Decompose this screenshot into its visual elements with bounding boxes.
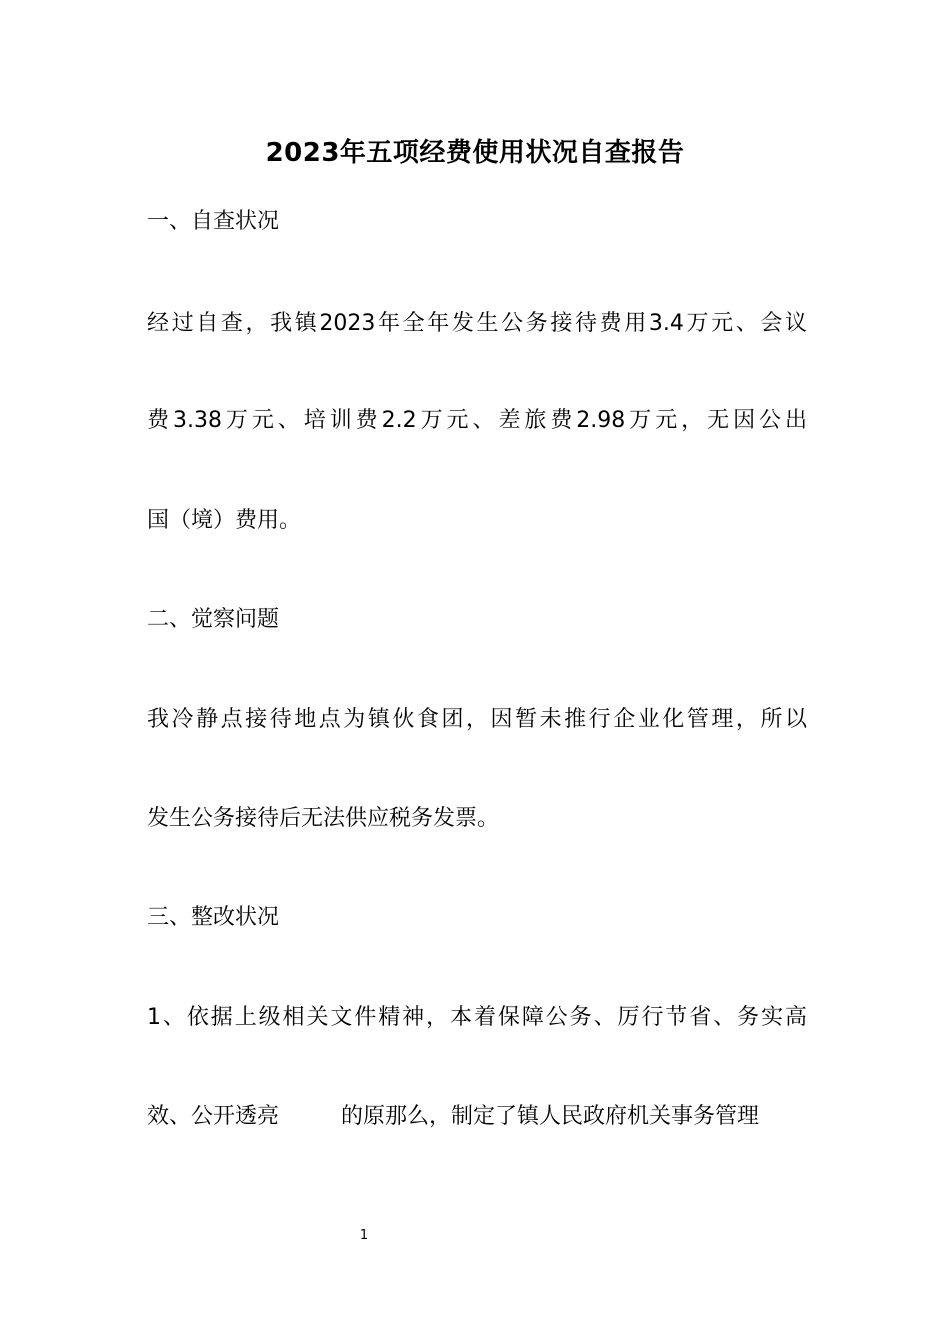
paragraph-fragment: 效、公开透亮 (147, 1104, 280, 1129)
paragraph-line: 国（境）费用。 (147, 508, 302, 533)
section-heading-2: 二、觉察问题 (147, 607, 280, 632)
section-heading-1: 一、自查状况 (147, 209, 280, 234)
paragraph-line: 发生公务接待后无法供应税务发票。 (147, 806, 500, 831)
paragraph-line-with-gap (147, 1101, 807, 1133)
paragraph-line: 1、依据上级相关文件精神，本着保障公务、厉行节省、务实高 (147, 1005, 807, 1030)
paragraph-fragment: 的原那么，制定了镇人民政府机关事务管理 (341, 1104, 760, 1129)
page-number: 1 (359, 1228, 369, 1243)
paragraph-line: 费3.38万元、培训费2.2万元、差旅费2.98万元，无因公出 (147, 408, 807, 433)
paragraph-line: 经过自查，我镇2023年全年发生公务接待费用3.4万元、会议 (147, 311, 807, 336)
document-title: 2023年五项经费使用状况自查报告 (265, 138, 685, 168)
section-heading-3: 三、整改状况 (147, 905, 280, 930)
paragraph-line: 我冷静点接待地点为镇伙食团，因暂未推行企业化管理，所以 (147, 707, 807, 732)
